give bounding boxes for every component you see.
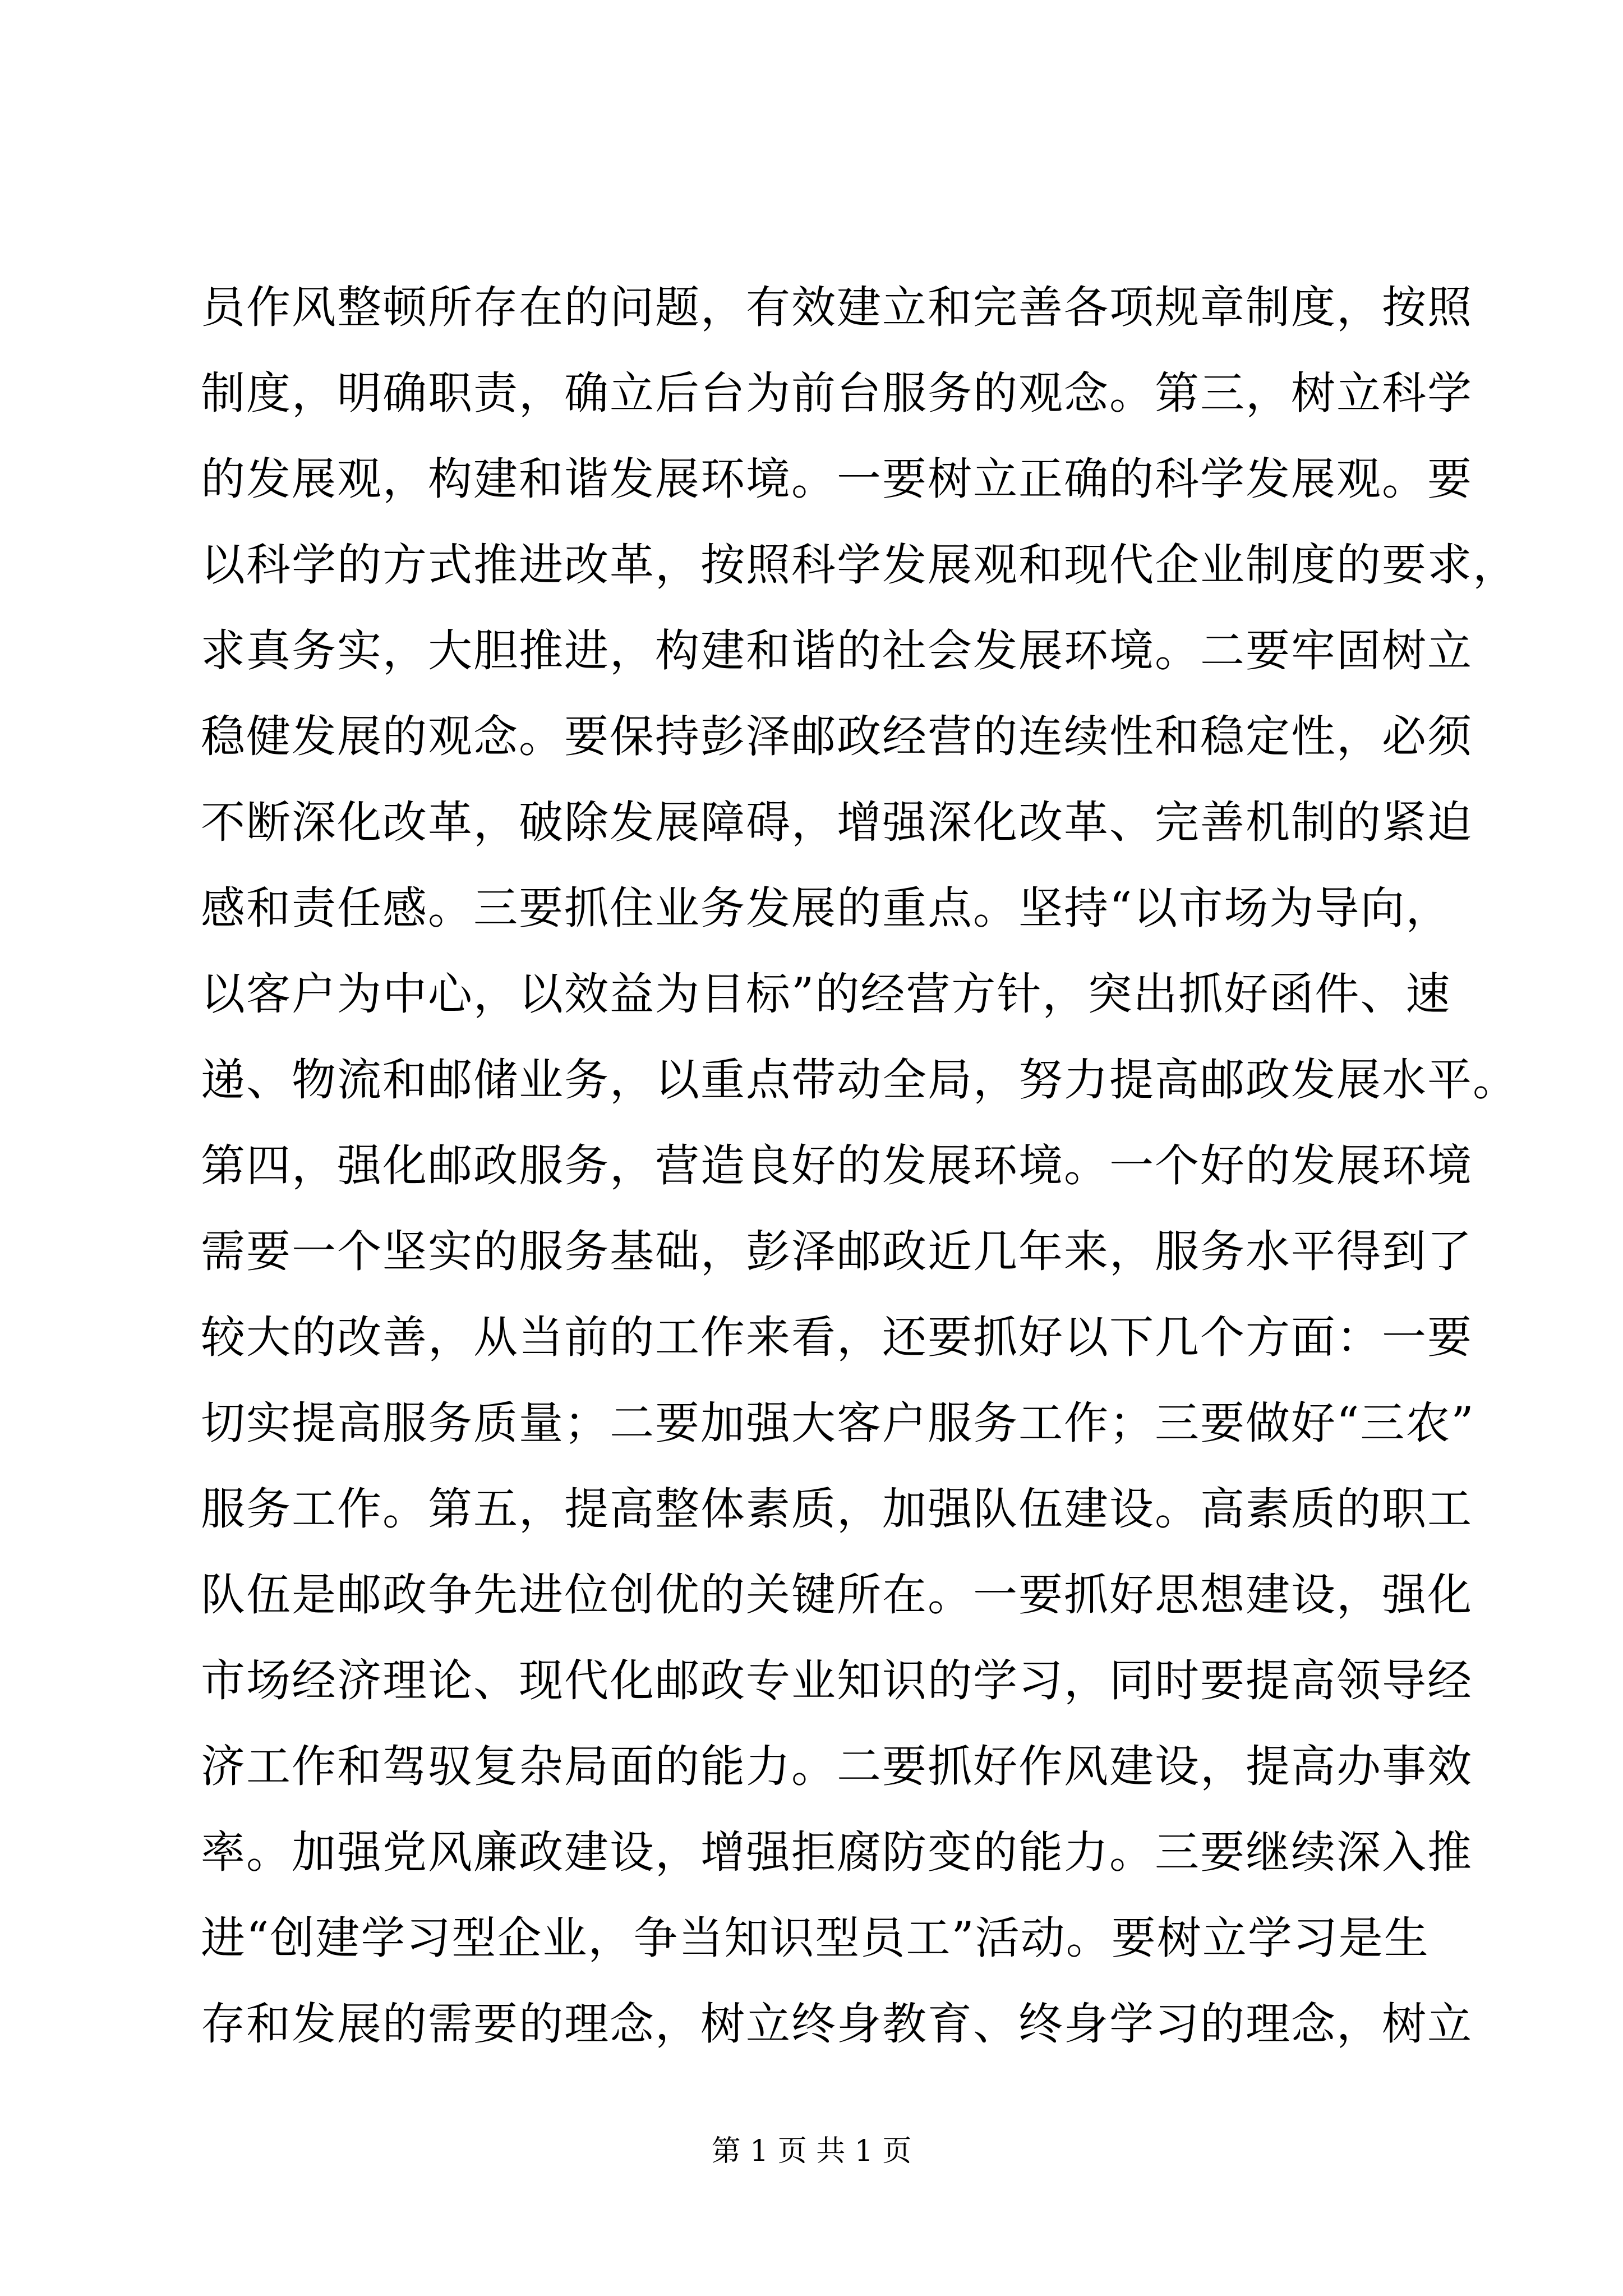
text-line: 的发展观，构建和谐发展环境。一要树立正确的科学发展观。要: [201, 453, 1473, 505]
text-line: 队伍是邮政争先进位创优的关键所在。一要抓好思想建设，强化: [201, 1569, 1473, 1621]
body-text: [201, 265, 1518, 2067]
text-line: 制度，明确职责，确立后台为前台服务的观念。第三，树立科学: [201, 367, 1473, 419]
text-line: 稳健发展的观念。要保持彭泽邮政经营的连续性和稳定性，必须: [201, 711, 1473, 762]
text-line: 济工作和驾驭复杂局面的能力。二要抓好作风建设，提高办事效: [201, 1741, 1473, 1792]
text-line: 进“创建学习型企业，争当知识型员工”活动。要树立学习是生: [201, 1912, 1430, 1964]
text-line: 切实提高服务质量；二要加强大客户服务工作；三要做好“三农”: [201, 1397, 1475, 1449]
text-line: 递、物流和邮储业务，以重点带动全局，努力提高邮政发展水平。: [201, 1054, 1518, 1106]
text-line: 存和发展的需要的理念，树立终身教育、终身学习的理念，树立: [201, 1998, 1473, 2050]
text-line: 员作风整顿所存在的问题，有效建立和完善各项规章制度，按照: [201, 282, 1473, 333]
text-line: 服务工作。第五，提高整体素质，加强队伍建设。高素质的职工: [201, 1483, 1473, 1535]
text-line: 第四，强化邮政服务，营造良好的发展环境。一个好的发展环境: [201, 1140, 1473, 1191]
text-line: 不断深化改革，破除发展障碍，增强深化改革、完善机制的紧迫: [201, 797, 1473, 848]
text-line: 需要一个坚实的服务基础，彭泽邮政近几年来，服务水平得到了: [201, 1226, 1473, 1277]
text-line: 以科学的方式推进改革，按照科学发展观和现代企业制度的要求，: [201, 539, 1518, 591]
text-line: 以客户为中心，以效益为目标”的经营方针，突出抓好函件、速: [201, 968, 1451, 1020]
text-line: 感和责任感。三要抓住业务发展的重点。坚持“以市场为导向，: [201, 882, 1451, 934]
text-line: 率。加强党风廉政建设，增强拒腐防变的能力。三要继续深入推: [201, 1826, 1473, 1878]
text-line: 求真务实，大胆推进，构建和谐的社会发展环境。二要牢固树立: [201, 625, 1473, 677]
text-line: 市场经济理论、现代化邮政专业知识的学习，同时要提高领导经: [201, 1655, 1473, 1706]
text-line: 较大的改善，从当前的工作来看，还要抓好以下几个方面：一要: [201, 1312, 1473, 1363]
page-footer: 第 1 页 共 1 页: [711, 2134, 912, 2168]
